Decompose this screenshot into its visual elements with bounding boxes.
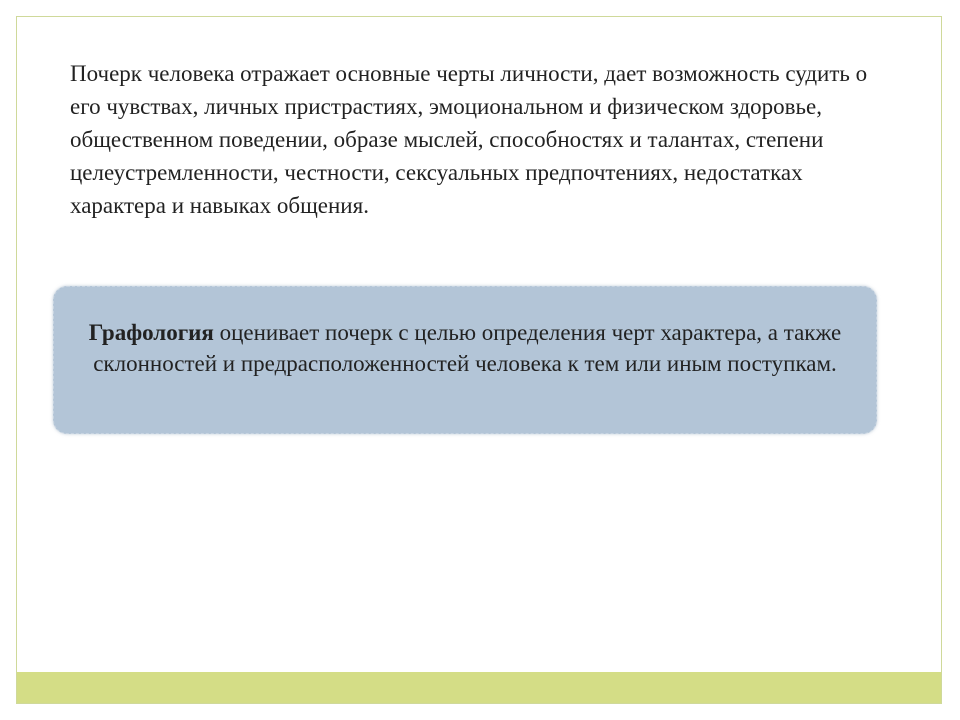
intro-paragraph: Почерк человека отражает основные черты личности, дает возможность судить о его чувствах, личных пристрастиях, эмоциональном и физическом здоровье, общественном поведении, образе мыслей, способностях и талантах, степени целеустремленности, честности, сексуальных предпочтениях, недостатках характера и навыках общения. bbox=[70, 61, 868, 218]
definition-callout bbox=[53, 286, 877, 434]
callout-definition: оценивает почерк с целью определения черт характера, а также склонностей и предрасположенностей человека к тем или иным поступкам. bbox=[93, 320, 842, 376]
callout-text bbox=[74, 317, 856, 379]
footer-bar bbox=[17, 672, 941, 703]
callout-term: Графология bbox=[88, 320, 214, 345]
